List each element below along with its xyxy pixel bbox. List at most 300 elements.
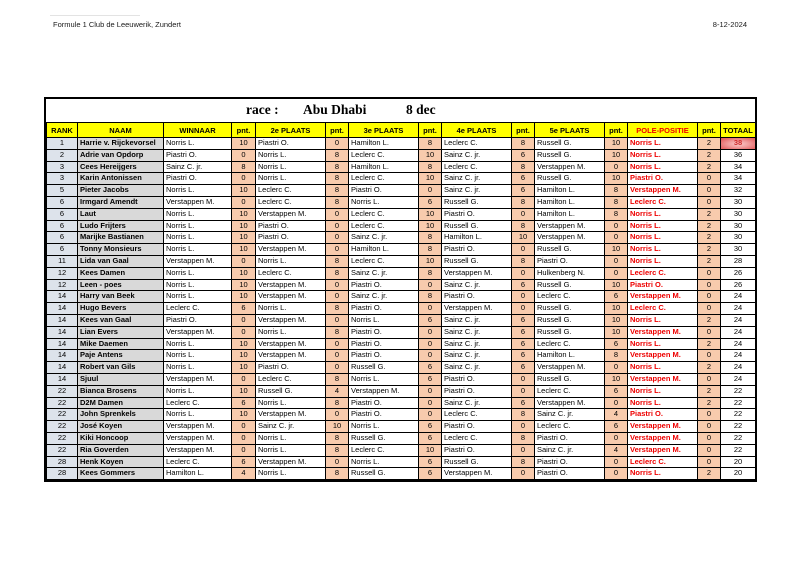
cell-pnt-p3: 0: [419, 185, 442, 197]
cell-pnt-p3: 0: [419, 338, 442, 350]
cell-pnt-pole: 0: [698, 444, 721, 456]
cell-p3: Piastri O.: [349, 409, 419, 421]
cell-p3: Piastri O.: [349, 303, 419, 315]
cell-pnt-pole: 0: [698, 185, 721, 197]
cell-pnt-p4: 0: [512, 385, 535, 397]
cell-p4: Sainz C. jr.: [442, 185, 512, 197]
table-row: [47, 138, 756, 150]
header-cell-pnt-p5: pnt.: [605, 123, 628, 138]
cell-p4: Piastri O.: [442, 291, 512, 303]
cell-naam: Bianca Brosens: [78, 385, 164, 397]
cell-naam: Henk Koyen: [78, 456, 164, 468]
cell-p2: Norris L.: [256, 255, 326, 267]
cell-naam: Paje Antens: [78, 350, 164, 362]
cell-rank: 22: [47, 421, 78, 433]
cell-pnt-p3: 0: [419, 385, 442, 397]
cell-rank: 3: [47, 173, 78, 185]
cell-p2: Leclerc C.: [256, 373, 326, 385]
cell-p3: Piastri O.: [349, 279, 419, 291]
cell-p3: Leclerc C.: [349, 444, 419, 456]
cell-pnt-p2: 8: [326, 373, 349, 385]
cell-pnt-p5: 6: [605, 385, 628, 397]
cell-p4: Sainz C. jr.: [442, 326, 512, 338]
cell-rank: 22: [47, 444, 78, 456]
cell-totaal: 30: [721, 208, 756, 220]
cell-p2: Piastri O.: [256, 220, 326, 232]
cell-pnt-winnaar: 0: [232, 255, 256, 267]
cell-p4: Leclerc C.: [442, 138, 512, 150]
cell-pnt-p4: 6: [512, 362, 535, 374]
table-row: [47, 196, 756, 208]
cell-pnt-p2: 8: [326, 267, 349, 279]
cell-naam: Harrie v. Rijckevorsel: [78, 138, 164, 150]
cell-p5: Sainz C. jr.: [535, 444, 605, 456]
cell-winnaar: Norris L.: [164, 362, 232, 374]
cell-pnt-pole: 2: [698, 255, 721, 267]
cell-pnt-pole: 0: [698, 279, 721, 291]
table-row: [47, 255, 756, 267]
cell-pnt-p5: 10: [605, 314, 628, 326]
cell-rank: 22: [47, 397, 78, 409]
cell-p5: Verstappen M.: [535, 362, 605, 374]
cell-winnaar: Hamilton L.: [164, 468, 232, 480]
cell-pnt-p3: 8: [419, 232, 442, 244]
cell-p5: Hamilton L.: [535, 350, 605, 362]
cell-p2: Norris L.: [256, 468, 326, 480]
table-row: [47, 421, 756, 433]
cell-pole: Norris L.: [628, 220, 698, 232]
cell-pnt-pole: 0: [698, 326, 721, 338]
cell-naam: John Sprenkels: [78, 409, 164, 421]
cell-totaal: 22: [721, 432, 756, 444]
cell-naam: Leen - poes: [78, 279, 164, 291]
cell-totaal: 22: [721, 397, 756, 409]
cell-naam: Hugo Bevers: [78, 303, 164, 315]
cell-p2: Verstappen M.: [256, 338, 326, 350]
cell-naam: Laut: [78, 208, 164, 220]
cell-pnt-p4: 8: [512, 196, 535, 208]
cell-pnt-p4: 6: [512, 397, 535, 409]
cell-pnt-p3: 0: [419, 350, 442, 362]
cell-pnt-winnaar: 0: [232, 173, 256, 185]
cell-p3: Leclerc C.: [349, 208, 419, 220]
cell-pnt-winnaar: 10: [232, 220, 256, 232]
cell-p3: Russell G.: [349, 432, 419, 444]
cell-pnt-p3: 8: [419, 161, 442, 173]
table-row: [47, 456, 756, 468]
cell-pnt-pole: 0: [698, 267, 721, 279]
cell-pnt-winnaar: 0: [232, 432, 256, 444]
cell-p2: Norris L.: [256, 161, 326, 173]
cell-winnaar: Norris L.: [164, 409, 232, 421]
header-cell-totaal: TOTAAL: [721, 123, 756, 138]
cell-p5: Russell G.: [535, 303, 605, 315]
cell-p3: Sainz C. jr.: [349, 232, 419, 244]
cell-pnt-p2: 8: [326, 303, 349, 315]
cell-totaal: 24: [721, 291, 756, 303]
cell-totaal: 22: [721, 409, 756, 421]
cell-pnt-p5: 10: [605, 303, 628, 315]
cell-pnt-p3: 0: [419, 397, 442, 409]
cell-naam: Robert van Gils: [78, 362, 164, 374]
cell-p4: Hamilton L.: [442, 232, 512, 244]
cell-p2: Verstappen M.: [256, 291, 326, 303]
cell-p2: Verstappen M.: [256, 314, 326, 326]
cell-p4: Russell G.: [442, 196, 512, 208]
cell-p5: Piastri O.: [535, 468, 605, 480]
cell-pnt-p3: 6: [419, 421, 442, 433]
cell-p5: Russell G.: [535, 244, 605, 256]
cell-p4: Sainz C. jr.: [442, 314, 512, 326]
cell-p3: Piastri O.: [349, 326, 419, 338]
cell-pnt-p4: 0: [512, 421, 535, 433]
cell-pole: Norris L.: [628, 208, 698, 220]
cell-pnt-p4: 0: [512, 468, 535, 480]
cell-p3: Sainz C. jr.: [349, 291, 419, 303]
table-row: [47, 173, 756, 185]
standings-table: [46, 122, 756, 480]
cell-totaal: 30: [721, 196, 756, 208]
cell-pnt-pole: 0: [698, 421, 721, 433]
cell-rank: 14: [47, 303, 78, 315]
cell-pnt-pole: 2: [698, 138, 721, 150]
cell-winnaar: Piastri O.: [164, 173, 232, 185]
cell-pole: Norris L.: [628, 385, 698, 397]
cell-pnt-p2: 8: [326, 326, 349, 338]
cell-p5: Leclerc C.: [535, 338, 605, 350]
cell-pole: Verstappen M.: [628, 373, 698, 385]
cell-p5: Piastri O.: [535, 432, 605, 444]
cell-pnt-winnaar: 0: [232, 314, 256, 326]
cell-totaal: 24: [721, 338, 756, 350]
table-row: [47, 409, 756, 421]
cell-winnaar: Norris L.: [164, 220, 232, 232]
cell-pnt-p3: 10: [419, 444, 442, 456]
cell-naam: Lian Evers: [78, 326, 164, 338]
cell-winnaar: Leclerc C.: [164, 397, 232, 409]
table-row: [47, 303, 756, 315]
race-label: race :: [246, 102, 279, 117]
cell-pnt-p5: 0: [605, 267, 628, 279]
header-cell-pnt-winnaar: pnt.: [232, 123, 256, 138]
table-row: [47, 220, 756, 232]
cell-naam: Cees Hereijgers: [78, 161, 164, 173]
cell-pnt-p5: 6: [605, 291, 628, 303]
cell-rank: 6: [47, 232, 78, 244]
cell-pnt-p4: 6: [512, 279, 535, 291]
cell-pnt-p2: 8: [326, 444, 349, 456]
table-row: [47, 244, 756, 256]
cell-totaal: 24: [721, 314, 756, 326]
cell-p3: Norris L.: [349, 314, 419, 326]
cell-pole: Leclerc C.: [628, 456, 698, 468]
cell-pnt-p4: 6: [512, 173, 535, 185]
cell-naam: Ludo Frijters: [78, 220, 164, 232]
cell-naam: Kees Gommers: [78, 468, 164, 480]
cell-pnt-p2: 0: [326, 456, 349, 468]
cell-p3: Hamilton L.: [349, 138, 419, 150]
cell-pnt-p2: 0: [326, 409, 349, 421]
cell-pole: Norris L.: [628, 362, 698, 374]
cell-pole: Norris L.: [628, 138, 698, 150]
cell-pole: Norris L.: [628, 397, 698, 409]
table-row: [47, 362, 756, 374]
cell-pnt-pole: 2: [698, 385, 721, 397]
cell-pnt-p2: 0: [326, 362, 349, 374]
cell-pnt-p5: 0: [605, 456, 628, 468]
cell-winnaar: Norris L.: [164, 208, 232, 220]
cell-pnt-p2: 10: [326, 421, 349, 433]
cell-p3: Piastri O.: [349, 350, 419, 362]
cell-p2: Leclerc C.: [256, 196, 326, 208]
cell-p5: Russell G.: [535, 326, 605, 338]
cell-pnt-winnaar: 10: [232, 350, 256, 362]
cell-p2: Leclerc C.: [256, 185, 326, 197]
table-row: [47, 161, 756, 173]
table-row: [47, 208, 756, 220]
cell-rank: 14: [47, 326, 78, 338]
cell-pnt-pole: 0: [698, 409, 721, 421]
cell-p2: Sainz C. jr.: [256, 421, 326, 433]
cell-p5: Leclerc C.: [535, 291, 605, 303]
cell-pnt-p3: 10: [419, 208, 442, 220]
cell-p5: Russell G.: [535, 279, 605, 291]
cell-totaal: 30: [721, 232, 756, 244]
cell-pnt-p5: 10: [605, 326, 628, 338]
cell-p3: Verstappen M.: [349, 385, 419, 397]
cell-totaal: 30: [721, 244, 756, 256]
table-row: [47, 397, 756, 409]
cell-pole: Norris L.: [628, 468, 698, 480]
cell-pnt-p3: 8: [419, 267, 442, 279]
cell-pole: Norris L.: [628, 338, 698, 350]
header-cell-p5: 5e PLAATS: [535, 123, 605, 138]
cell-pnt-p4: 10: [512, 232, 535, 244]
cell-pnt-winnaar: 10: [232, 232, 256, 244]
cell-naam: Marijke Bastianen: [78, 232, 164, 244]
cell-pnt-p2: 8: [326, 185, 349, 197]
cell-rank: 14: [47, 373, 78, 385]
cell-naam: D2M Damen: [78, 397, 164, 409]
cell-pnt-pole: 2: [698, 232, 721, 244]
cell-pole: Norris L.: [628, 149, 698, 161]
cell-p4: Verstappen M.: [442, 468, 512, 480]
cell-p5: Russell G.: [535, 373, 605, 385]
table-row: [47, 468, 756, 480]
cell-pnt-p2: 8: [326, 255, 349, 267]
cell-pnt-winnaar: 10: [232, 291, 256, 303]
cell-pnt-p4: 6: [512, 326, 535, 338]
cell-pnt-winnaar: 6: [232, 456, 256, 468]
cell-pole: Piastri O.: [628, 409, 698, 421]
table-row: [47, 338, 756, 350]
cell-p2: Verstappen M.: [256, 279, 326, 291]
cell-winnaar: Leclerc C.: [164, 303, 232, 315]
cell-pnt-p3: 8: [419, 291, 442, 303]
cell-p2: Piastri O.: [256, 232, 326, 244]
cell-p5: Verstappen M.: [535, 161, 605, 173]
race-title-row: [46, 99, 755, 122]
cell-naam: Mike Daemen: [78, 338, 164, 350]
cell-winnaar: Norris L.: [164, 338, 232, 350]
cell-totaal: 24: [721, 373, 756, 385]
cell-p3: Norris L.: [349, 421, 419, 433]
cell-pnt-p2: 4: [326, 385, 349, 397]
cell-p4: Sainz C. jr.: [442, 338, 512, 350]
cell-p2: Norris L.: [256, 149, 326, 161]
cell-winnaar: Norris L.: [164, 185, 232, 197]
cell-pole: Norris L.: [628, 161, 698, 173]
cell-pnt-p5: 0: [605, 161, 628, 173]
cell-pnt-winnaar: 0: [232, 373, 256, 385]
header-cell-naam: NAAM: [78, 123, 164, 138]
cell-winnaar: Piastri O.: [164, 314, 232, 326]
cell-p5: Verstappen M.: [535, 232, 605, 244]
cell-pnt-p5: 0: [605, 397, 628, 409]
cell-p5: Russell G.: [535, 173, 605, 185]
cell-rank: 5: [47, 185, 78, 197]
race-name: Abu Dhabi: [303, 102, 367, 117]
cell-pnt-winnaar: 10: [232, 409, 256, 421]
cell-pnt-p3: 0: [419, 409, 442, 421]
cell-p5: Leclerc C.: [535, 385, 605, 397]
cell-p2: Russell G.: [256, 385, 326, 397]
header-cell-p2: 2e PLAATS: [256, 123, 326, 138]
cell-pnt-p3: 0: [419, 279, 442, 291]
cell-pnt-p2: 8: [326, 432, 349, 444]
cell-p2: Norris L.: [256, 326, 326, 338]
cell-pnt-winnaar: 8: [232, 161, 256, 173]
cell-naam: Karin Antonissen: [78, 173, 164, 185]
cell-naam: Kees Damen: [78, 267, 164, 279]
header-cell-winnaar: WINNAAR: [164, 123, 232, 138]
cell-p4: Russell G.: [442, 456, 512, 468]
header-divider: [50, 15, 140, 16]
cell-pnt-p5: 8: [605, 185, 628, 197]
cell-p3: Hamilton L.: [349, 161, 419, 173]
cell-winnaar: Verstappen M.: [164, 421, 232, 433]
cell-pnt-p5: 6: [605, 421, 628, 433]
cell-pnt-pole: 2: [698, 362, 721, 374]
cell-pnt-p2: 0: [326, 314, 349, 326]
cell-p5: Piastri O.: [535, 456, 605, 468]
cell-pnt-p5: 0: [605, 468, 628, 480]
cell-p5: Verstappen M.: [535, 220, 605, 232]
cell-p4: Leclerc C.: [442, 432, 512, 444]
cell-winnaar: Norris L.: [164, 267, 232, 279]
cell-winnaar: Norris L.: [164, 350, 232, 362]
cell-p4: Piastri O.: [442, 373, 512, 385]
cell-naam: Pieter Jacobs: [78, 185, 164, 197]
cell-pnt-winnaar: 6: [232, 397, 256, 409]
cell-rank: 6: [47, 244, 78, 256]
table-row: [47, 149, 756, 161]
cell-p4: Piastri O.: [442, 208, 512, 220]
cell-winnaar: Verstappen M.: [164, 444, 232, 456]
cell-p5: Russell G.: [535, 314, 605, 326]
header-cell-pnt-p2: pnt.: [326, 123, 349, 138]
cell-p2: Verstappen M.: [256, 456, 326, 468]
cell-rank: 22: [47, 385, 78, 397]
cell-pole: Norris L.: [628, 314, 698, 326]
cell-pnt-p5: 0: [605, 255, 628, 267]
cell-winnaar: Verstappen M.: [164, 432, 232, 444]
cell-pnt-winnaar: 10: [232, 279, 256, 291]
cell-winnaar: Norris L.: [164, 291, 232, 303]
cell-pnt-pole: 0: [698, 196, 721, 208]
header-cell-pnt-p3: pnt.: [419, 123, 442, 138]
cell-p2: Verstappen M.: [256, 409, 326, 421]
cell-pole: Verstappen M.: [628, 291, 698, 303]
cell-pnt-p5: 0: [605, 220, 628, 232]
cell-totaal: 36: [721, 149, 756, 161]
cell-naam: Irmgard Amendt: [78, 196, 164, 208]
cell-p5: Hamilton L.: [535, 185, 605, 197]
cell-pnt-p2: 8: [326, 161, 349, 173]
cell-totaal: 24: [721, 362, 756, 374]
cell-p4: Russell G.: [442, 255, 512, 267]
table-row: [47, 326, 756, 338]
cell-winnaar: Norris L.: [164, 279, 232, 291]
cell-p5: Russell G.: [535, 138, 605, 150]
cell-p4: Sainz C. jr.: [442, 279, 512, 291]
cell-p4: Verstappen M.: [442, 267, 512, 279]
cell-winnaar: Leclerc C.: [164, 456, 232, 468]
cell-p2: Norris L.: [256, 444, 326, 456]
cell-p5: Hulkenberg N.: [535, 267, 605, 279]
cell-pnt-winnaar: 10: [232, 362, 256, 374]
table-row: [47, 350, 756, 362]
cell-pnt-p4: 6: [512, 350, 535, 362]
cell-rank: 6: [47, 208, 78, 220]
cell-pnt-p4: 0: [512, 267, 535, 279]
table-row: [47, 291, 756, 303]
cell-winnaar: Verstappen M.: [164, 196, 232, 208]
cell-winnaar: Norris L.: [164, 244, 232, 256]
cell-p3: Sainz C. jr.: [349, 267, 419, 279]
cell-p2: Verstappen M.: [256, 208, 326, 220]
cell-pnt-winnaar: 0: [232, 149, 256, 161]
cell-winnaar: Verstappen M.: [164, 326, 232, 338]
cell-pnt-p2: 0: [326, 338, 349, 350]
cell-naam: Sjuul: [78, 373, 164, 385]
cell-p5: Hamilton L.: [535, 196, 605, 208]
cell-pole: Leclerc C.: [628, 196, 698, 208]
cell-totaal: 34: [721, 161, 756, 173]
cell-rank: 1: [47, 138, 78, 150]
cell-pnt-pole: 2: [698, 208, 721, 220]
cell-pnt-p4: 0: [512, 291, 535, 303]
cell-pnt-p3: 10: [419, 149, 442, 161]
cell-p2: Verstappen M.: [256, 244, 326, 256]
cell-pnt-pole: 0: [698, 173, 721, 185]
cell-winnaar: Verstappen M.: [164, 373, 232, 385]
cell-naam: José Koyen: [78, 421, 164, 433]
cell-naam: Harry van Beek: [78, 291, 164, 303]
cell-pnt-p3: 6: [419, 432, 442, 444]
cell-pnt-pole: 0: [698, 432, 721, 444]
cell-pnt-winnaar: 10: [232, 185, 256, 197]
cell-winnaar: Norris L.: [164, 232, 232, 244]
cell-totaal: 22: [721, 444, 756, 456]
cell-pnt-p2: 8: [326, 468, 349, 480]
cell-totaal: 30: [721, 220, 756, 232]
cell-pnt-winnaar: 0: [232, 196, 256, 208]
cell-p5: Leclerc C.: [535, 421, 605, 433]
cell-naam: Tonny Monsieurs: [78, 244, 164, 256]
cell-totaal: 22: [721, 385, 756, 397]
cell-rank: 22: [47, 432, 78, 444]
